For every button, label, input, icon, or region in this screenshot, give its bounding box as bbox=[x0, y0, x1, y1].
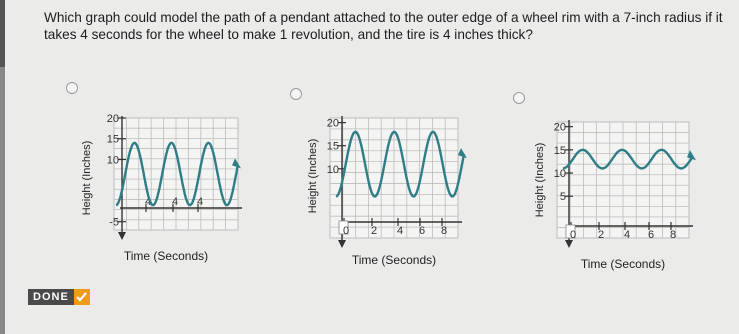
answer-radio-1[interactable] bbox=[66, 82, 78, 94]
x-tick-label: 4 bbox=[171, 196, 179, 208]
left-edge-strip bbox=[0, 0, 5, 334]
graph-option-3 bbox=[533, 118, 703, 278]
y-tick-label: 10 bbox=[326, 163, 339, 176]
x-tick-label: 0 bbox=[569, 229, 577, 241]
y-tick-label: 20 bbox=[553, 121, 566, 134]
y-axis-label: Height (Inches) bbox=[81, 140, 93, 216]
done-button-label: DONE bbox=[28, 289, 74, 305]
y-tick-label: 15 bbox=[553, 144, 566, 157]
y-tick-label: 10 bbox=[106, 154, 119, 167]
y-tick-label: 15 bbox=[106, 133, 119, 146]
y-axis-arrow-icon bbox=[118, 232, 126, 240]
x-tick-label: 4 bbox=[196, 196, 204, 208]
y-axis-arrow-icon bbox=[565, 240, 573, 248]
y-axis-label: Height (Inches) bbox=[534, 142, 546, 218]
x-axis-label: Time (Seconds) bbox=[123, 249, 209, 263]
x-tick-label: 0 bbox=[342, 225, 350, 237]
x-tick-label: 8 bbox=[669, 229, 677, 241]
question-text: Which graph could model the path of a pendant attached to the outer edge of a wheel rim with a 7-inch radius if it takes 4 seconds for the wheel to make 1 revolution, and the tire is 4 inches thick? bbox=[44, 10, 723, 42]
done-button[interactable] bbox=[28, 289, 102, 305]
x-tick-label: 4 bbox=[396, 225, 404, 237]
y-axis-arrow-icon bbox=[338, 240, 346, 248]
x-axis-label: Time (Seconds) bbox=[580, 257, 666, 271]
answer-radio-3[interactable] bbox=[513, 92, 525, 104]
checkmark-icon bbox=[74, 289, 90, 305]
x-tick-label: 4 bbox=[144, 196, 152, 208]
y-tick-label: 15 bbox=[326, 140, 339, 153]
y-tick-label: 10 bbox=[553, 168, 566, 181]
x-tick-label: 6 bbox=[418, 225, 426, 237]
y-tick-label: 5 bbox=[559, 191, 566, 204]
y-tick-label: 20 bbox=[106, 113, 119, 125]
x-tick-label: 6 bbox=[647, 229, 655, 241]
x-tick-label: 2 bbox=[370, 225, 378, 237]
graph-option-1 bbox=[78, 104, 248, 264]
x-tick-label: 4 bbox=[623, 229, 631, 241]
x-tick-label: 8 bbox=[440, 225, 448, 237]
y-axis-label: Height (Inches) bbox=[307, 138, 319, 214]
y-tick-label: -5 bbox=[109, 216, 119, 229]
answer-radio-2[interactable] bbox=[290, 88, 302, 100]
graph-option-2 bbox=[306, 114, 476, 274]
x-axis-label: Time (Seconds) bbox=[351, 253, 437, 267]
x-tick-label: 2 bbox=[597, 229, 605, 241]
y-tick-label: 20 bbox=[326, 117, 339, 130]
